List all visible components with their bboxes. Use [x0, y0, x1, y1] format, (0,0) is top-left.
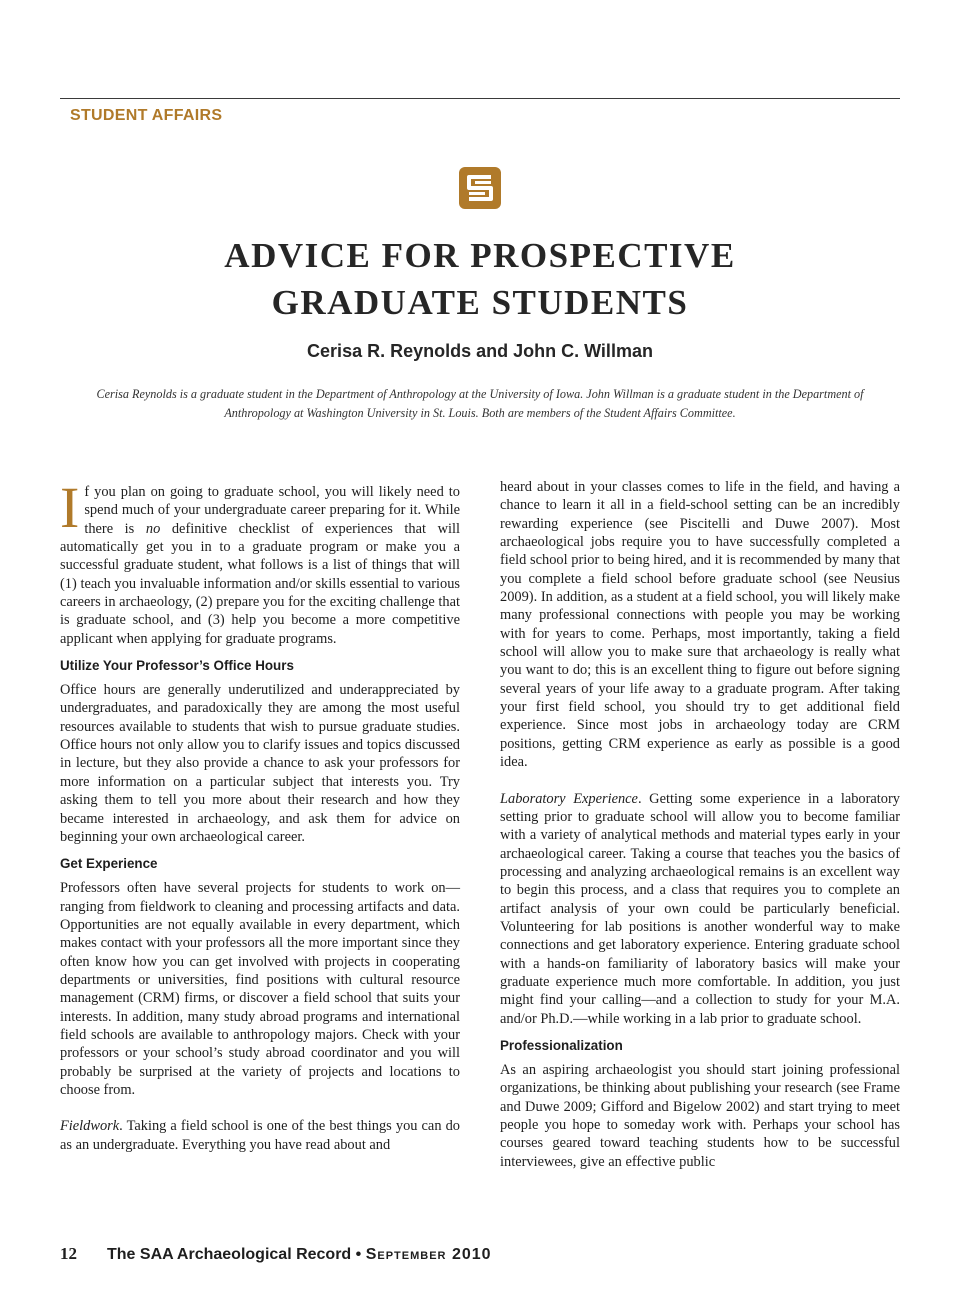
page-number: 12 [60, 1244, 77, 1263]
issue-date: September 2010 [365, 1246, 492, 1263]
fieldwork-label: Fieldwork [60, 1118, 120, 1135]
author-bio [62, 385, 898, 423]
intro-paragraph [60, 475, 460, 648]
fieldwork-paragraph [60, 1117, 460, 1154]
publication-name: The SAA Archaeological Record [107, 1246, 352, 1263]
page-footer [60, 1244, 492, 1264]
lab-text: . Getting some experience in a laboratory setting prior to graduate school will allow you to become familiar with a variety of analytical methods and material types early in your archaeological career. Taking a course that teaches you the basics of processing and analyzing archaeological remains is an excellent way to begin this process, and a class that requires you to complete an artifact analysis of your own could be particularly beneficial. Volunteering for lab positions is another wonderful way to make connections and get laboratory experience. Entering graduate school with a hands-on familiarity of laboratory basics will make your graduate experience much more comfortable. In addition, you just might find your calling—and a collection to study for your M.A. and/or Ph.D.—while working in a lab prior to graduate school. [500, 790, 900, 1027]
drop-cap: I [60, 475, 80, 540]
intro-text-b: definitive checklist of experiences that will automatically get you in to a graduate program or make you a successful graduate student, what follows is a list of things that will (1) teach you invaluable information and/or skills essential to various careers in archaeology, (2) prepare you for the exciting challenge that is graduate school, and (3) help you become a more competitive applicant when applying for graduate programs. [60, 520, 460, 647]
left-column [60, 475, 460, 1154]
article-authors: Cerisa R. Reynolds and John C. Willman [307, 341, 653, 361]
fieldwork-text: . Taking a field school is one of the best things you can do as an undergraduate. Everything you have read about and [60, 1118, 460, 1153]
article-title-line-2: GRADUATE STUDENTS [271, 283, 689, 322]
footer-separator: • [351, 1246, 366, 1263]
intro-text-a: f you plan on going to graduate school, you will likely need to spend much of your undergraduate career preparing for it. While there is [84, 484, 460, 537]
author-bio-text-a: Cerisa Reynolds is a graduate student in the Department of Anthropology at the University of Iowa. John Willman is a graduate student in the Department of Anthropology at Washington University in St. Louis. Both are members of the Student A [96, 387, 864, 420]
saa-scroll-logo-icon [458, 166, 502, 210]
heading-get-experience: Get Experience [60, 856, 158, 872]
intro-text-emphasis: no [145, 520, 161, 537]
heading-professionalization: Professionalization [500, 1037, 623, 1053]
lab-label: Laboratory Experience [500, 790, 638, 807]
professionalization-paragraph: As an aspiring archaeologist you should start joining professional organizations, be thinking about publishing your research (see Frame and Duwe 2009; Gifford and Bigelow 2002) and start trying to meet people you hope to someday work with. Perhaps your school has courses geared toward teaching students how to be successful interviewees, give an effective public [500, 1061, 900, 1170]
fieldwork-continued-paragraph: heard about in your classes comes to life in the field, and having a chance to learn it all in a field-school setting can be an incredibly rewarding experience (see Piscitelli and Duwe 2007). Most archaeological jobs require you to have successfully completed a field school prior to being hired, and it is recommended by many that you complete a field school before graduate school (see Neusius 2009). In addition, as a student at a field school, you will likely make many professional connections with people you may be working with for years to come. Perhaps, most importantly, taking a field school will allow you to make sure that archaeology is really what you want to do; this is an excellent thing to figure out before signing several years of your life away to a graduate program. After taking your first field school, you should try to get additional field experience. Since most jobs in archaeology today are CRM positions, getting CRM experience as early as possible is a good idea. [500, 479, 900, 771]
article-title-line-1: ADVICE FOR PROSPECTIVE [224, 236, 736, 275]
lab-paragraph [500, 790, 900, 1028]
right-column [500, 478, 900, 1171]
section-label: STUDENT AFFAIRS [70, 107, 223, 124]
heading-office-hours: Utilize Your Professor’s Office Hours [60, 658, 294, 674]
author-bio-text-b: airs Committee. [657, 406, 736, 420]
office-hours-paragraph: Office hours are generally underutilized and underappreciated by undergraduates, and paradoxically they are among the most useful resources available to students that wish to pursue graduate studies. Office hours not only allow you to clarify issues and topics discussed in lecture, but they also provide a chance to ask your professors for more information on a particular subject that interests you. Try asking them to tell you more about their research and how they became interested in archaeology, and ask them for advice on beginning your own archaeological career. [60, 682, 460, 845]
experience-paragraph: Professors often have several projects for students to work on—ranging from fieldwork to cleaning and processing artifacts and data. Opportunities are not equally available in every department, which makes contact with your professors all the more important since they often know how you can get involved with projects in cooperating departments or universities, find positions with cultural resource management (CRM) firms, or discover a field school that suits your interests. In addition, many study abroad programs and international field schools are available to anthropology majors. Check with your professors or your school’s study abroad coordinator and you will probably be surprised at the variety of projects and locations to choose from. [60, 880, 460, 1098]
header-rule [60, 98, 900, 99]
author-bio-ligature: ff [651, 406, 658, 420]
